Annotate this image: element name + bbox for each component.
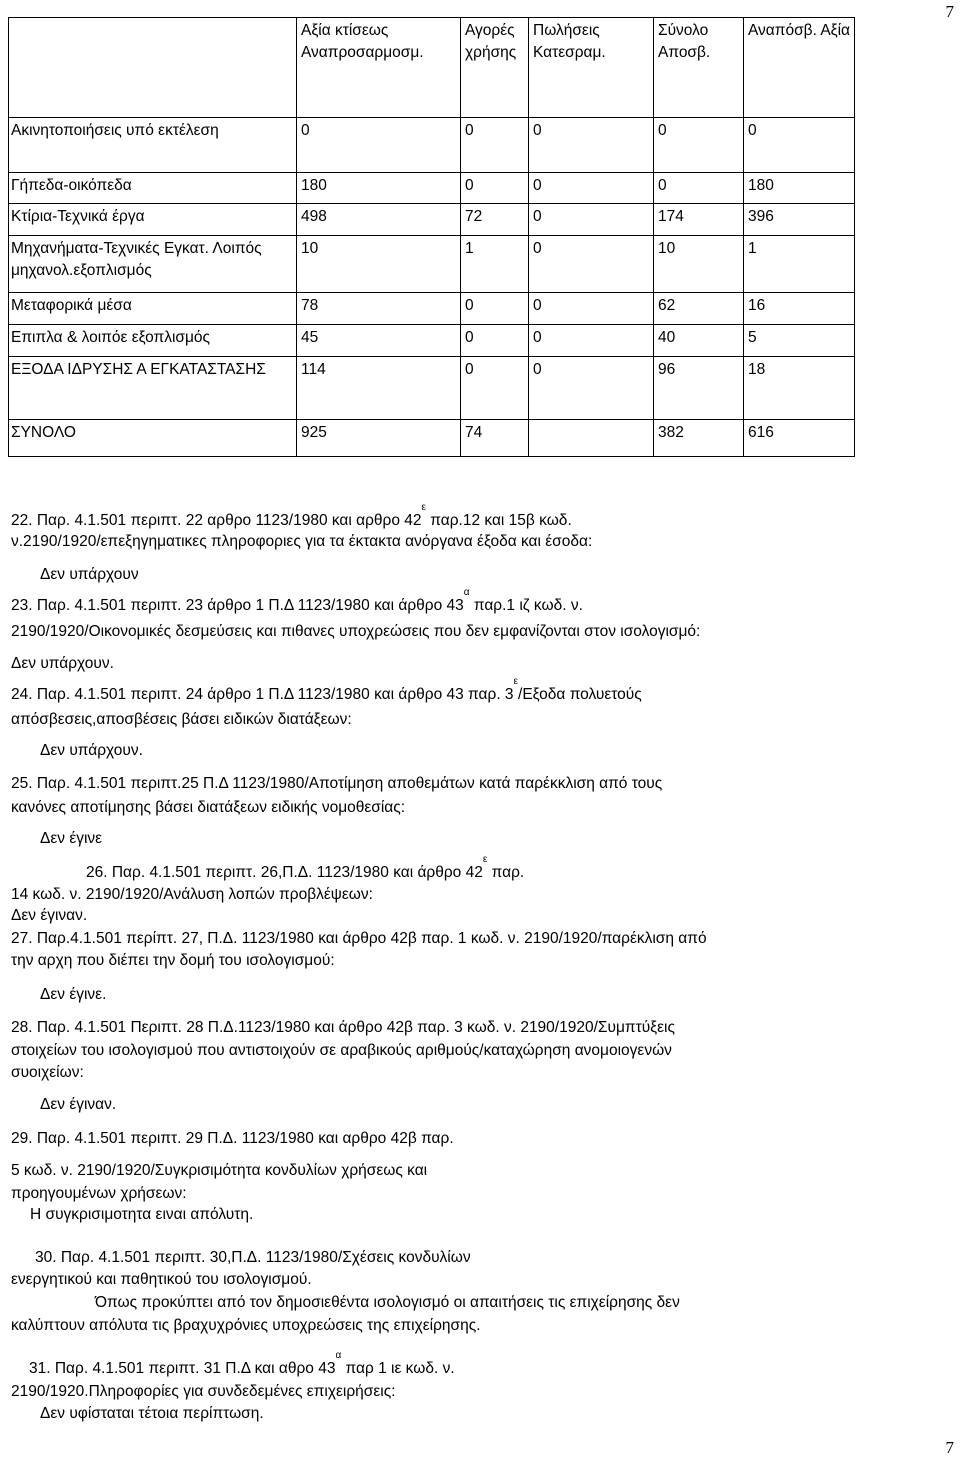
table-header-row [9,18,855,118]
note-line: 22. Παρ. 4.1.501 περιπτ. 22 αρθρο 1123/1980 και αρθρο $42^\varepsilon$ παρ.12 και 15β κωδ. [11,502,572,529]
table-header-cell: Πωλήσεις Κατεσραμ. [529,18,654,118]
table-row [9,173,855,204]
note-line: 31. Παρ. 4.1.501 περιπτ. 31 Π.Δ και αθρο $43^\alpha$ παρ 1 ιε κωδ. ν. [29,1350,455,1377]
table-row [9,236,855,293]
table-header-cell: Σύνολο Αποσβ. [654,18,744,118]
table-row [9,118,855,173]
table-cell: 180 [744,173,855,204]
note-line: Δεν υπάρχουν [40,566,139,583]
row-label: Ακινητοποιήσεις υπό εκτέλεση [9,118,297,173]
note-line: 27. Παρ.4.1.501 περίπτ. 27, Π.Δ. 1123/1980 και άρθρο 42β παρ. 1 κωδ. ν. 2190/1920/παρέκλιση από [11,930,707,947]
table-cell: 40 [654,325,744,357]
note-line: κανόνες αποτίμησης βάσει διατάξεων ειδικής νομοθεσίας: [11,799,406,816]
note-line: Δεν έγιναν. [40,1096,117,1113]
row-label: Μηχανήματα-Τεχνικές Εγκατ. Λοιπός μηχανολ.εξοπλισμός [9,236,297,293]
note-line: την αρχη που διέπει την δομή του ισολογισμού: [11,952,335,969]
table-cell: 1 [461,236,529,293]
page-number-top: 7 [945,2,954,21]
note-line: Δεν υφίσταται τέτοια περίπτωση. [40,1405,264,1422]
note-line: 26. Παρ. 4.1.501 περιπτ. 26,Π.Δ. 1123/1980 και άρθρο $42^\varepsilon$ παρ. [86,854,525,881]
table-cell: 382 [654,420,744,457]
table-cell: 0 [529,357,654,420]
table-cell: 16 [744,293,855,325]
row-label: Επιπλα & λοιπόε εξοπλισμός [9,325,297,357]
note-line: 2190/1920/Οικονομικές δεσμεύσεις και πιθανες υποχρεώσεις που δεν εμφανίζονται στον ισολογισμό: [11,623,701,640]
table-row [9,293,855,325]
table-cell: 78 [297,293,461,325]
note-line: ενεργητικού και παθητικού του ισολογισμού. [11,1271,312,1288]
table-cell: 18 [744,357,855,420]
table-cell: 62 [654,293,744,325]
table-cell: 0 [297,118,461,173]
table-cell: 0 [529,236,654,293]
table-header-cell: Αγορές χρήσης [461,18,529,118]
note-line: 29. Παρ. 4.1.501 περιπτ. 29 Π.Δ. 1123/1980 και αρθρο 42β παρ. [11,1130,454,1147]
note-line: Όπως προκύπτει από τον δημοσιεθέντα ισολογισμό οι απαιτήσεις τις επιχείρησης δεν [95,1294,680,1311]
table-row-total [9,420,855,457]
table-cell: 0 [654,118,744,173]
note-line: 25. Παρ. 4.1.501 περιπτ.25 Π.Δ 1123/1980/Αποτίμηση αποθεμάτων κατά παρέκκλιση από τους [11,775,663,792]
table-cell: 45 [297,325,461,357]
table-cell: 0 [529,325,654,357]
row-label: ΕΞΟΔΑ ΙΔΡΥΣΗΣ Α ΕΓΚΑΤΑΣΤΑΣΗΣ [9,357,297,420]
note-line: στοιχείων του ισολογισμού που αντιστοιχούν σε αραβικούς αριθμούς/καταχώρηση ανομοιογενών [11,1042,672,1059]
row-label: Κτίρια-Τεχνικά έργα [9,204,297,236]
table-header-cell [9,18,297,118]
table-cell: 498 [297,204,461,236]
table-cell: 0 [461,118,529,173]
note-line: 30. Παρ. 4.1.501 περιπτ. 30,Π.Δ. 1123/1980/Σχέσεις κονδυλίων [35,1249,471,1266]
table-cell: 0 [461,357,529,420]
row-label: Μεταφορικά μέσα [9,293,297,325]
table-cell: 0 [744,118,855,173]
note-line: 14 κωδ. ν. 2190/1920/Ανάλυση λοπών προβλέψεων: [11,886,373,903]
fixed-assets-table [8,17,855,457]
table-cell: 10 [297,236,461,293]
note-line: 28. Παρ. 4.1.501 Περιπτ. 28 Π.Δ.1123/1980 και άρθρο 42β παρ. 3 κωδ. ν. 2190/1920/Συμπτύξεις [11,1019,675,1036]
table-cell: 0 [461,325,529,357]
page-number-bottom: 7 [945,1438,954,1457]
note-line: προηγουμένων χρήσεων: [11,1185,187,1202]
table-cell: 0 [529,293,654,325]
table-cell: 5 [744,325,855,357]
row-label: Γήπεδα-οικόπεδα [9,173,297,204]
table-cell: 174 [654,204,744,236]
note-line: καλύπτουν απόλυτα τις βραχυχρόνιες υποχρεώσεις της επιχείρησης. [11,1317,481,1334]
note-line: Δεν υπάρχουν. [40,742,143,759]
table-header-cell: Αξία κτίσεως Αναπροσαρμοσμ. [297,18,461,118]
table-cell: 10 [654,236,744,293]
table-cell: 616 [744,420,855,457]
table-cell: 0 [529,173,654,204]
note-line: Η συγκρισιμοτητα ειναι απόλυτη. [30,1206,254,1223]
note-line: απόσβεσεις,αποσβέσεις βάσει ειδικών διατάξεων: [11,711,352,728]
note-line: 2190/1920.Πληροφορίες για συνδεδεμένες επιχειρήσεις: [11,1383,396,1400]
table-row [9,204,855,236]
table-cell: 74 [461,420,529,457]
table-cell: 0 [529,118,654,173]
table-cell: 114 [297,357,461,420]
note-line: ν.2190/1920/επεξηγηματικες πληροφοριες για τα έκτακτα ανόργανα έξοδα και έσοδα: [11,533,593,550]
table-cell: 1 [744,236,855,293]
note-line: συοιχείων: [11,1064,84,1081]
table-cell: 0 [529,204,654,236]
note-line: Δεν έγινε [40,830,103,847]
note-line: Δεν έγιναν. [11,907,88,924]
table-cell: 0 [654,173,744,204]
table-row [9,357,855,420]
table-cell: 96 [654,357,744,420]
note-line: 24. Παρ. 4.1.501 περιπτ. 24 άρθρο 1 Π.Δ 1123/1980 και άρθρο 43 παρ. $3^\varepsilon$/Εξοδα πολυετούς [11,676,642,703]
table-cell: 72 [461,204,529,236]
note-line: 23. Παρ. 4.1.501 περιπτ. 23 άρθρο 1 Π.Δ 1123/1980 και άρθρο $43^\alpha$ παρ.1 ιζ κωδ. ν. [11,587,583,614]
table-row [9,325,855,357]
note-line: Δεν έγινε. [40,986,107,1003]
table-cell: 0 [461,173,529,204]
note-line: Δεν υπάρχουν. [11,655,114,672]
row-label: ΣΥΝΟΛΟ [9,420,297,457]
table-cell: 925 [297,420,461,457]
table-cell: 180 [297,173,461,204]
table-cell: 396 [744,204,855,236]
table-cell: 0 [461,293,529,325]
note-line: 5 κωδ. ν. 2190/1920/Συγκρισιμότητα κονδυλίων χρήσεως και [11,1162,428,1179]
table-header-cell: Αναπόσβ. Αξία [744,18,855,118]
table-cell [529,420,654,457]
